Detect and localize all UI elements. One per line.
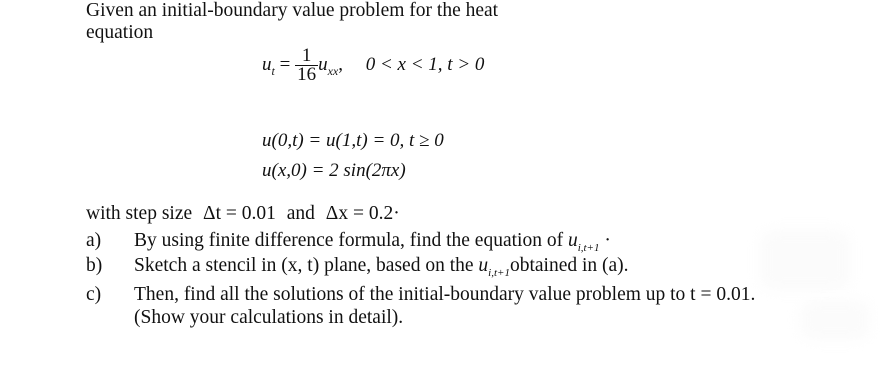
pde-fraction bbox=[295, 47, 318, 84]
item-a-text bbox=[134, 230, 611, 254]
step-dt: Δt = 0.01 bbox=[203, 203, 276, 224]
item-a-tail: · bbox=[599, 230, 611, 251]
boundary-condition: u(0,t) = u(1,t) = 0, t ≥ 0 bbox=[262, 130, 444, 151]
item-b-tail: obtained in (a). bbox=[509, 255, 629, 276]
item-c-marker: c) bbox=[86, 284, 102, 305]
item-a-marker: a) bbox=[86, 230, 102, 251]
step-prefix: with step size bbox=[86, 203, 193, 224]
item-c-text: Then, find all the solutions of the initial-boundary value problem up to t = 0.01. bbox=[134, 284, 756, 305]
pde-domain: 0 < x < 1, t > 0 bbox=[365, 53, 485, 75]
pde-comma: , bbox=[338, 53, 343, 75]
pde-rhs-u: u bbox=[318, 53, 328, 75]
step-and: and bbox=[286, 203, 315, 224]
pde-fraction-numerator: 1 bbox=[301, 45, 312, 66]
item-a-body: By using finite difference formula, find the equation of bbox=[134, 230, 564, 251]
item-a-subscript: i,t+1 bbox=[577, 242, 600, 254]
heat-equation bbox=[262, 47, 484, 95]
step-size-line bbox=[86, 203, 400, 225]
item-b-symbol: u bbox=[478, 255, 489, 276]
item-b-body: Sketch a stencil in (x, t) plane, based on the bbox=[134, 255, 474, 276]
pde-lhs-subscript: t bbox=[271, 63, 275, 78]
item-b-text bbox=[134, 255, 629, 279]
pde-lhs-u: u bbox=[262, 53, 272, 75]
intro-line-2: equation bbox=[86, 22, 154, 43]
pde-equals: = bbox=[279, 53, 291, 75]
item-c-line-2: (Show your calculations in detail). bbox=[134, 307, 404, 328]
pde-rhs-subscript: xx bbox=[327, 63, 339, 78]
pde-fraction-denominator: 16 bbox=[297, 64, 317, 85]
step-dx: Δx = 0.2 bbox=[325, 203, 394, 224]
item-a-symbol: u bbox=[567, 230, 578, 251]
item-b-marker: b) bbox=[86, 255, 103, 276]
initial-condition: u(x,0) = 2 sin(2πx) bbox=[262, 160, 406, 181]
item-b-subscript: i,t+1 bbox=[488, 267, 510, 279]
step-end: · bbox=[393, 203, 400, 224]
intro-line-1: Given an initial-boundary value problem for the heat bbox=[86, 0, 499, 21]
